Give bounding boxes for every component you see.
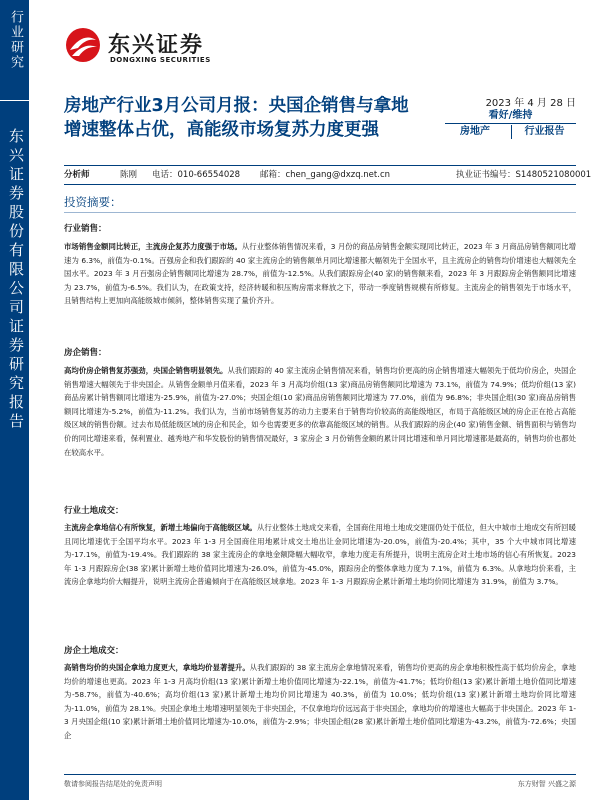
- analyst-phone: 电话：010-66554028: [152, 170, 241, 180]
- company-logo: [64, 26, 224, 72]
- logo-text-cn: 东兴证券: [108, 33, 205, 58]
- analyst-email: 邮箱：chen_gang@dxzq.net.cn: [260, 170, 391, 180]
- rating-box: [445, 108, 576, 140]
- divider: [64, 184, 576, 185]
- section-paragraph: [64, 521, 576, 589]
- report-date: 2023 年 4 月 28 日: [485, 98, 576, 109]
- section-heading: 行业土地成交：: [64, 506, 124, 516]
- divider: [64, 212, 576, 213]
- analyst-name: 陈刚: [120, 170, 138, 180]
- section-body: 从行业整体销售情况来看，3 月份的商品房销售金额实现同比转正，2023 年 3 月商品房销售额同比增速为 6.3%，前值为-0.1%。百强房企和我们跟踪的 40 家主流房企的销售额单月同比增速都大幅领先于全国水平，且主流房企的销售均价增速也大幅领先全国水平。2023 年 3 月百强房企销售额同比增速为 28.7%，前值为-12.5%。从我们跟踪房企(40 家)的销售额来看，2023 年 3 月跟踪房企销售额同比增速为 23.7%，前值为-6.5%。我们认为，在政策支持，经济转暖和积压购房需求释放之下，带动一季度销售规模有所修复。主流房企的销售领先于市场水平，且销售结构上更加向高能级城市倾斜，整体销售实现了量价齐升。: [64, 242, 576, 306]
- report-title: 房地产行业3月公司月报：央国企销售与拿地增速整体占优，高能级市场复苏力度更强: [64, 96, 409, 140]
- section-paragraph: [64, 364, 576, 459]
- section-lead: 高均价房企销售复苏强劲，央国企销售明显领先。: [64, 366, 228, 375]
- section-lead: 市场销售金额同比转正，主流房企复苏力度强于市场。: [64, 242, 242, 251]
- analyst-label: 分析师: [64, 170, 90, 180]
- analyst-cert: 执业证书编号：S1480521080001: [456, 170, 592, 180]
- section-heading: 房企土地成交：: [64, 646, 124, 656]
- section-lead: 高销售均价的央国企拿地力度更大，拿地均价显著提升。: [64, 663, 250, 672]
- sidebar-section-label: 行业研究: [8, 10, 23, 70]
- logo-mark-icon: [64, 26, 102, 64]
- section-heading: 行业销售：: [64, 224, 107, 234]
- footer-slogan: 东方财智 兴盛之源: [517, 780, 576, 788]
- section-body: 从我们跟踪的 40 家主流房企销售情况来看，销售均价更高的房企销售增速大幅领先于低均价房企，央国企销售增速大幅领先于非央国企。从销售金额单月值来看，2023 年 3 月高均价组(13 家)商品房销售额同比增速为 73.1%，前值为 74.9%；低均价组(13 家)商品房累计销售额同比增速为-25.9%，前值为-27.0%；央国企组(10 家)商品房销售额同比增速为 77.0%，前值为 96.8%；非央国企组(30 家)商品房销售额同比增速为-5.2%，前值为-11.2%。我们认为，当前市场销售复苏的动力主要来自于销售均价较高的高能级地区，布局于高能级区域的房企正在抢占高能级区域的销售份额。过去布局低能级区域的房企和民企，如今也需要更多的依靠高能级区域的销售。从我们跟踪的房企(40 家)销售金额、销售面积与销售均价的同比增速来看，保利置业、越秀地产和华发股份的销售情况最好，3 家房企 3 月份销售金额的累计同比增速和单月同比增速都是最高的，销售均价也都处在较高水平。: [64, 366, 576, 457]
- section-heading: 房企销售：: [64, 348, 107, 358]
- section-body: 从行业整体土地成交来看，全国商住用地土地成交建面仍处于低位，但大中城市土地成交有所回暖且同比增速优于全国平均水平。2023 年 1-3 月全国商住用地累计成交土地出让金同比增速为-20.0%，前值为-20.4%；其中，35 个大中城市同比增速为-17.1%，前值为-19.4%。我们跟踪的 38 家主流房企的拿地金额降幅大幅收窄，拿地力度走有所提升，说明主流房企对土地市场的信心有所恢复。2023 年 1-3 月跟踪房企(38 家)累计新增土地价值同比增速为-26.0%，前值为-45.0%，跟踪房企的整体拿地力度为 7.1%，前值为 6.3%。从拿地均价来看，主流房企拿地均价大幅提升，说明主流房企普遍倾向于在高能级区域拿地。2023 年 1-3 月跟踪房企累计新增土地均价同比增速为 31.9%，前值为 3.7%。: [64, 523, 576, 587]
- section-lead: 主流房企拿地信心有所恢复，新增土地偏向于高能级区域。: [64, 523, 257, 532]
- report-type-label: 行业报告: [511, 125, 577, 139]
- abstract-heading: 投资摘要：: [64, 195, 122, 209]
- rating-label: 看好/维持: [445, 108, 576, 124]
- footer-disclaimer: 敬请参阅报告结尾处的免责声明: [64, 780, 162, 788]
- industry-label: 房地产: [460, 126, 490, 137]
- analyst-info: [64, 168, 592, 182]
- sidebar-section-block: [0, 0, 29, 101]
- logo-text-en: DONGXING SECURITIES: [110, 56, 211, 64]
- sidebar-company-label: 东兴证券股份有限公司证券研究报告: [7, 128, 25, 432]
- sidebar: [0, 0, 29, 800]
- divider: [64, 165, 576, 166]
- section-paragraph: [64, 661, 576, 743]
- section-body: 从我们跟踪的 38 家主流房企拿地情况来看，销售均价更高的房企拿地积极性高于低均价房企，拿地均价的增速也更高。2023 年 1-3 月高均价组(13 家)累计新增土地价值同比增速为-22.1%，前值为-41.7%；低均价组(13 家)累计新增土地价值同比增速为-58.7%，前值为-40.6%；高均价组(13 家)累计新增土地均价同比增速为 40.3%，前值为 10.0%；低均价组(13 家)累计新增土地均价同比增速为-11.0%，前值为 28.1%。央国企拿地土地增速明显领先于非央国企，不仅拿地均价远远高于非央国企，拿地均价的增速也大幅高于非央国企。2023 年 1-3 月央国企组(10 家)累计新增土地价值同比增速为-10.0%，前值为-2.9%；非央国企组(28 家)累计新增土地价值同比增速为-43.2%，前值为-72.6%；央国企: [64, 663, 576, 740]
- footer-divider: [64, 774, 576, 775]
- section-paragraph: [64, 240, 576, 308]
